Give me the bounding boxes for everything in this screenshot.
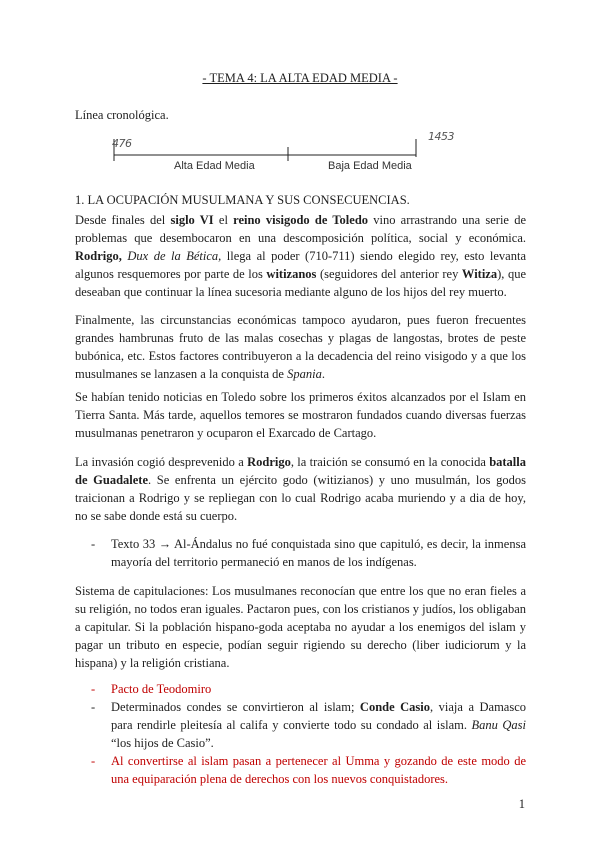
paragraph-3: Se habían tenido noticias en Toledo sobre los primeros éxitos alcanzados por el Islam en Tierra Santa. Más tarde, aquellos temores se mostraron fundados cuando diversas fuerzas musulmanas penetraron y ocuparon el Exarcado de Cartago.	[75, 390, 526, 440]
timeline-label-alta: Alta Edad Media	[174, 160, 255, 172]
page-title: - TEMA 4: LA ALTA EDAD MEDIA -	[202, 71, 398, 85]
page-number: 1	[518, 797, 525, 811]
bullet-list-2	[91, 680, 526, 788]
timeline-diagram	[106, 129, 526, 179]
paragraph-5: Sistema de capitulaciones: Los musulmanes reconocían que entre los que no eran fieles a su religión, no todos eran iguales. Pactaron pues, con los cristianos y judíos, los obligaban a capitular. Si la población hispano-goda aceptaba no ayudar a los enemigos del islam y pagar un tributo en especie, podían seguir rigiendo su derecho (liber iudiciorum y la hispana) y la religión cristiana.	[75, 584, 526, 670]
list-item-umma: - Al convertirse al islam pasan a pertenecer al Umma y gozando de este modo de una equiparación plena de derechos con los nuevos conquistadores.	[91, 754, 526, 786]
section-heading: 1. LA OCUPACIÓN MUSULMANA Y SUS CONSECUENCIAS.	[75, 193, 410, 207]
timeline-start-mark: 476	[112, 137, 132, 150]
timeline-label-baja: Baja Edad Media	[328, 160, 412, 172]
paragraph-2: Finalmente, las circunstancias económicas tampoco ayudaron, pues fueron frecuentes grandes hambrunas fruto de las malas cosechas y plagas de langostas, brotes de peste bubónica, etc. Estos factores contribuyeron a la decadencia del reino visigodo y a que los musulmanes se lanzasen a la conquista de Spania.	[75, 313, 526, 381]
paragraph-1: Desde finales del siglo VI el reino visigodo de Toledo vino arrastrando una serie de problemas que desembocaron en una descomposición política, social y económica. Rodrigo, Dux de la Bética, llega al poder (710-711) siendo elegido rey, esto levanta algunos resquemores por parte de los witizanos (seguidores del anterior rey Witiza), que deseaban que continuar la línea sucesoria mediante alguno de los hijos del rey muerto.	[75, 213, 526, 299]
paragraph-4: La invasión cogió desprevenido a Rodrigo, la traición se consumó en la conocida batalla de Guadalete. Se enfrenta un ejército godo (witizianos) y uno musulmán, los godos traicionan a Rodrigo y se repliegan con lo cual Rodrigo acaba muriendo y a dia de hoy, no se sabe donde está su cuerpo.	[75, 455, 527, 523]
bullet-list-1	[91, 535, 526, 571]
list-item-conde-casio: - Determinados condes se convirtieron al islam; Conde Casio, viaja a Damasco para rendirle pleitesía al califa y convierte todo su condado al islam. Banu Qasi “los hijos de Casio”.	[91, 700, 527, 750]
timeline-lines	[106, 129, 526, 179]
list-item: - Texto 33 → Al-Ándalus no fué conquistada sino que capituló, es decir, la inmensa mayoría del territorio permaneció en manos de los indígenas.	[91, 537, 526, 569]
list-item-pacto: - Pacto de Teodomiro	[91, 682, 212, 696]
timeline-heading: Línea cronológica.	[75, 108, 169, 122]
timeline-end-mark: 1453	[428, 130, 454, 143]
